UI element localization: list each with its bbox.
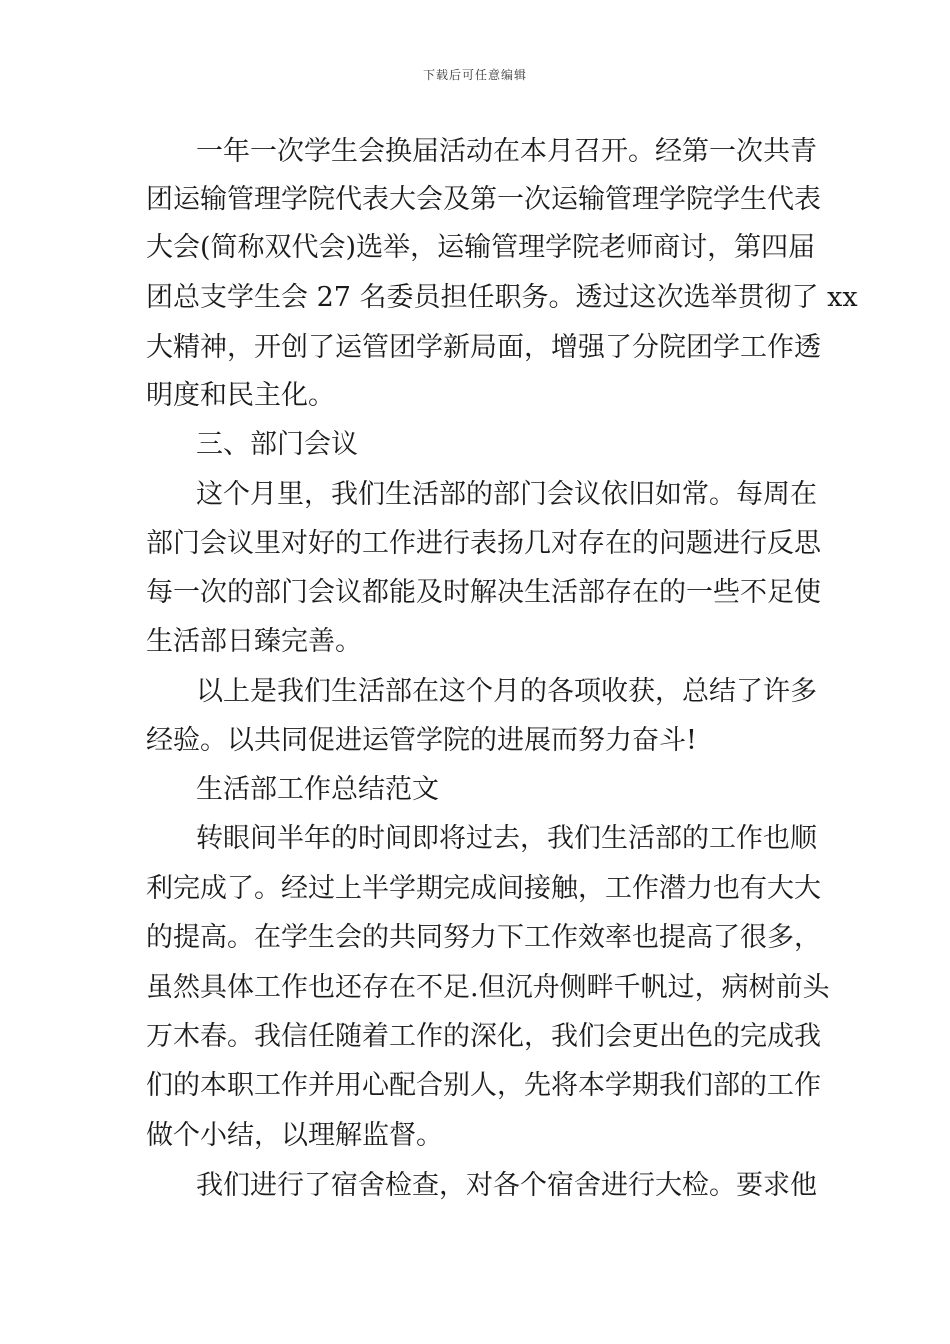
paragraph-line: 团总支学生会 27 名委员担任职务。透过这次选举贯彻了 xx [146,282,858,313]
paragraph-line: 们的本职工作并用心配合别人，先将本学期我们部的工作 [146,1070,821,1101]
paragraph-line: 做个小结，以理解监督。 [146,1120,443,1151]
paragraph-line: 经验。以共同促进运管学院的进展而努力奋斗! [146,725,697,756]
paragraph-line: 大精神，开创了运管团学新局面，增强了分院团学工作透 [146,332,821,363]
paragraph-line: 万木春。我信任随着工作的深化，我们会更出色的完成我 [146,1021,821,1052]
section-heading: 生活部工作总结范文 [196,774,439,805]
paragraph-line: 虽然具体工作也还存在不足.但沉舟侧畔千帆过，病树前头 [146,972,830,1003]
paragraph-line: 部门会议里对好的工作进行表扬几对存在的问题进行反思 [146,528,821,559]
paragraph-line: 我们进行了宿舍检查，对各个宿舍进行大检。要求他 [196,1170,817,1201]
paragraph-line: 利完成了。经过上半学期完成间接触，工作潜力也有大大 [146,873,821,904]
paragraph-line: 一年一次学生会换届活动在本月召开。经第一次共青 [196,136,817,167]
paragraph-line: 转眼间半年的时间即将过去，我们生活部的工作也顺 [196,823,817,854]
paragraph-line: 明度和民主化。 [146,380,335,411]
paragraph-line: 以上是我们生活部在这个月的各项收获，总结了许多 [196,676,817,707]
paragraph-line: 这个月里，我们生活部的部门会议依旧如常。每周在 [196,479,817,510]
paragraph-line: 大会(简称双代会)选举，运输管理学院老师商讨，第四届 [146,232,816,263]
page-header: 下载后可任意编辑 [422,68,527,82]
paragraph-line: 团运输管理学院代表大会及第一次运输管理学院学生代表 [146,184,821,215]
paragraph-line: 每一次的部门会议都能及时解决生活部存在的一些不足使 [146,577,821,608]
paragraph-line: 的提高。在学生会的共同努力下工作效率也提高了很多， [146,922,821,953]
paragraph-line: 生活部日臻完善。 [146,626,362,657]
section-heading: 三、部门会议 [196,429,358,460]
